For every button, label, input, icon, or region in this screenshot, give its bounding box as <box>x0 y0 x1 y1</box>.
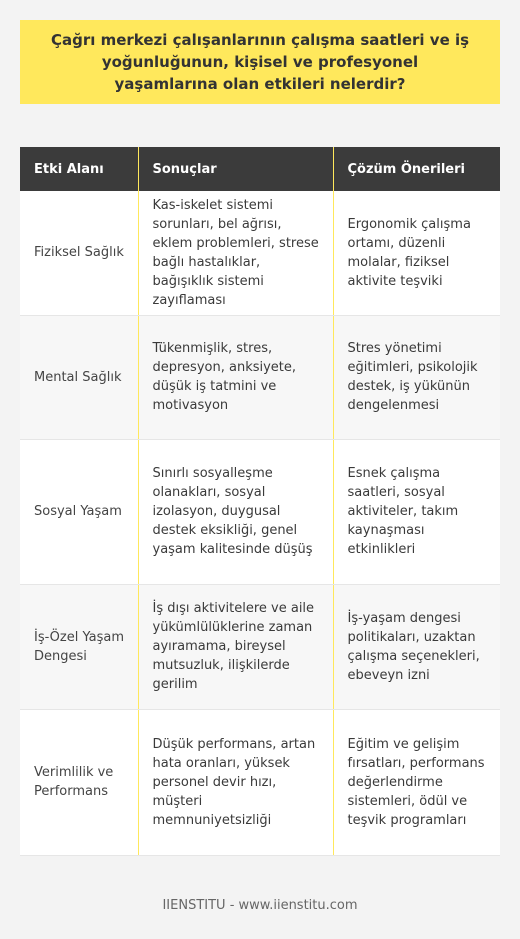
table-row <box>20 709 500 855</box>
cell-solutions: Esnek çalışma saatleri, sosyal aktiviteler, takım kaynaşması etkinlikleri <box>333 439 500 584</box>
cell-area: Sosyal Yaşam <box>20 439 138 584</box>
cell-results: Sınırlı sosyalleşme olanakları, sosyal izolasyon, duygusal destek eksikliği, genel yaşam kalitesinde düşüş <box>138 439 333 584</box>
table-row <box>20 439 500 584</box>
footer-credit: IIENSTITU - www.iienstitu.com <box>162 898 358 913</box>
header-solutions: Çözüm Önerileri <box>333 147 500 191</box>
cell-area: Fiziksel Sağlık <box>20 191 138 315</box>
cell-area: Verimlilik ve Performans <box>20 709 138 855</box>
effects-table <box>20 147 500 856</box>
cell-results: Tükenmişlik, stres, depresyon, anksiyete, düşük iş tatmini ve motivasyon <box>138 315 333 439</box>
title-text: Çağrı merkezi çalışanlarının çalışma saatleri ve iş yoğunluğunun, kişisel ve profesyonel yaşamlarına olan etkileri nelerdir? <box>50 31 470 93</box>
cell-area: İş-Özel Yaşam Dengesi <box>20 584 138 709</box>
cell-results: Düşük performans, artan hata oranları, yüksek personel devir hızı, müşteri memnuniyetsizliği <box>138 709 333 855</box>
cell-solutions: Stres yönetimi eğitimleri, psikolojik destek, iş yükünün dengelenmesi <box>333 315 500 439</box>
table-row <box>20 315 500 439</box>
table-header-row <box>20 147 500 191</box>
cell-results: İş dışı aktivitelere ve aile yükümlülüklerine zaman ayıramama, bireysel mutsuzluk, ilişkilerde gerilim <box>138 584 333 709</box>
header-results: Sonuçlar <box>138 147 333 191</box>
table-row <box>20 584 500 709</box>
cell-solutions: İş-yaşam dengesi politikaları, uzaktan çalışma seçenekleri, ebeveyn izni <box>333 584 500 709</box>
header-area: Etki Alanı <box>20 147 138 191</box>
cell-solutions: Eğitim ve gelişim fırsatları, performans değerlendirme sistemleri, ödül ve teşvik programları <box>333 709 500 855</box>
table-row <box>20 191 500 315</box>
cell-area: Mental Sağlık <box>20 315 138 439</box>
cell-results: Kas-iskelet sistemi sorunları, bel ağrısı, eklem problemleri, strese bağlı hastalıklar, bağışıklık sistemi zayıflaması <box>138 191 333 315</box>
page-title <box>20 20 500 104</box>
cell-solutions: Ergonomik çalışma ortamı, düzenli molalar, fiziksel aktivite teşviki <box>333 191 500 315</box>
